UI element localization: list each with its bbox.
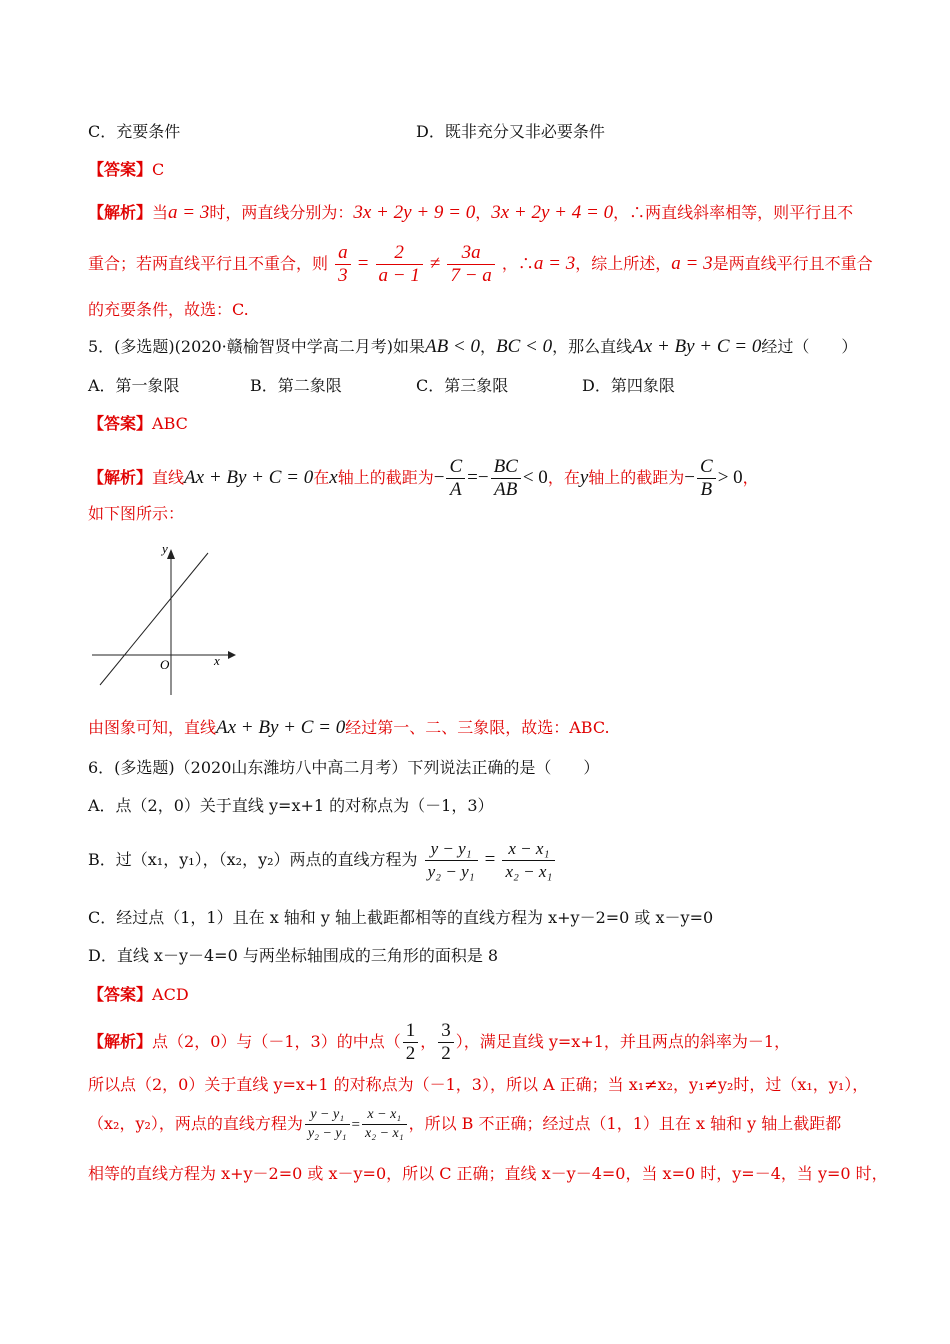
text: 轴上的截距为 [588, 468, 685, 487]
q5-analysis-line2: 如下图所示： [88, 504, 185, 523]
math-line-general: Ax + By + C = 0 [632, 336, 762, 357]
not-equal: ≠ [429, 253, 441, 274]
math-line2: 3x + 2y + 4 = 0 [491, 202, 614, 223]
analysis-tag: 【解析】 [88, 1032, 153, 1051]
q6-analysis-line2: 所以点（2，0）关于直线 y=x+1 的对称点为（－1，3），所以 A 正确；当 x₁≠x₂，y₁≠y₂时，过（x₁，y₁）， [88, 1075, 869, 1094]
y-label: y [162, 545, 168, 556]
q5-answer [88, 412, 188, 436]
q4-option-c: C．充要条件 [88, 122, 181, 141]
q6-option-b [88, 838, 557, 883]
q6-answer [88, 983, 189, 1007]
q5-analysis-line1 [88, 456, 759, 501]
math-a-eq-3: a = 3 [671, 253, 713, 274]
q5-option-c: C．第三象限 [416, 376, 509, 395]
text: 经过第一、二、三象限，故选：ABC. [345, 718, 610, 737]
math-a-eq-3: a = 3 [533, 253, 576, 274]
answer-tag: 【答案】 [88, 414, 153, 433]
fraction-bc-ab: $\frac{BC}{AB}$ [491, 456, 521, 501]
text: ，∴ [501, 254, 534, 273]
line-graph [88, 545, 238, 705]
text: ，综上所述， [575, 254, 672, 273]
q5-option-a: A．第一象限 [88, 376, 180, 395]
fraction-1-2: $\frac{1}{2}$ [403, 1020, 419, 1065]
q5-stem [88, 335, 857, 359]
q6-option-d: D．直线 x－y－4=0 与两坐标轴围成的三角形的面积是 8 [88, 946, 499, 965]
math-y: y [579, 467, 589, 488]
answer-value: C [152, 160, 165, 179]
q4-analysis-line3: 的充要条件，故选：C. [88, 300, 249, 319]
text: ，那么直线 [552, 337, 633, 356]
text: 是两直线平行且不重合 [712, 254, 873, 273]
math-ab-lt-0: AB < 0 [424, 336, 481, 357]
less-than-zero: < 0 [522, 467, 548, 488]
q4-answer [88, 158, 164, 182]
text: 5．(多选题)(2020·赣榆智贤中学高二月考)如果 [88, 337, 425, 356]
text: 经过（ ） [761, 337, 858, 356]
equals: = [357, 253, 369, 274]
minus: − [433, 467, 445, 488]
fraction-3-2: $\frac{3}{2}$ [438, 1020, 454, 1065]
text: 时，两直线分别为： [209, 203, 354, 222]
x-axis-arrow [228, 651, 236, 659]
fraction-c-b: $\frac{C}{B}$ [697, 456, 716, 501]
q5-conclusion [88, 716, 610, 740]
text: 当 [152, 203, 169, 222]
minus: − [684, 467, 695, 488]
math-line-general: Ax + By + C = 0 [216, 717, 346, 738]
text: 直线 [152, 468, 185, 487]
equals: = [484, 849, 496, 870]
math-x: x [329, 467, 338, 488]
answer-tag: 【答案】 [88, 160, 153, 179]
text: 点（2，0）与（－1，3）的中点（ [152, 1032, 401, 1051]
fraction-2-a-1: $\frac{2}{a - 1}$ [376, 242, 423, 287]
text: ， [480, 337, 497, 356]
answer-value: ABC [152, 414, 188, 433]
text: ， [475, 203, 492, 222]
fraction-3a-7-a: $\frac{3a}{7 - a}$ [447, 242, 494, 287]
fraction-x-small: $\frac{\text{x − x₁}}{\text{x₂ − x₁}}$ [362, 1106, 407, 1143]
text: 由图象可知，直线 [88, 718, 217, 737]
q4-analysis-line1 [88, 201, 853, 225]
analysis-tag: 【解析】 [88, 203, 153, 222]
analysis-tag: 【解析】 [88, 468, 153, 487]
equals: = [351, 1117, 360, 1133]
text: 在 [313, 468, 330, 487]
math-bc-lt-0: BC < 0 [496, 336, 553, 357]
text: ，所以 B 不正确；经过点（1，1）且在 x 轴和 y 轴上截距都 [408, 1114, 842, 1133]
text: ， [742, 468, 759, 487]
graph-line [100, 553, 208, 685]
origin-label: O [160, 657, 170, 672]
q4-option-d: D．既非充分又非必要条件 [416, 122, 605, 141]
answer-value: ACD [152, 985, 189, 1004]
q6-analysis-line4: 相等的直线方程为 x+y－2=0 或 x－y=0，所以 C 正确；直线 x－y－4=0，当 x=0 时，y=－4，当 y=0 时， [88, 1164, 888, 1183]
text: 重合；若两直线平行且不重合，则 [88, 254, 329, 273]
fraction-c-a: $\frac{C}{A}$ [446, 456, 465, 501]
text: ），满足直线 y=x+1，并且两点的斜率为－1， [455, 1032, 791, 1051]
q5-option-b: B．第二象限 [250, 376, 342, 395]
greater-than-zero: > 0 [717, 467, 743, 488]
text: ，∴两直线斜率相等，则平行且不 [613, 203, 854, 222]
text: 轴上的截距为 [337, 468, 434, 487]
text: B．过（x₁，y₁），（x₂，y₂）两点的直线方程为 [88, 850, 418, 869]
fraction-x: $\frac{\text{x − x₁}}{\text{x₂ − x₁}}$ [502, 838, 555, 883]
math-line-general: Ax + By + C = 0 [184, 467, 314, 488]
text: ，在 [547, 468, 580, 487]
x-label: x [214, 653, 220, 668]
text: （x₂，y₂），两点的直线方程为 [88, 1114, 303, 1133]
q4-analysis-line2 [88, 242, 873, 287]
q5-option-d: D．第四象限 [582, 376, 675, 395]
math-line1: 3x + 2y + 9 = 0 [353, 202, 476, 223]
equals: = [467, 467, 478, 488]
q6-stem: 6．(多选题)（2020山东潍坊八中高二月考）下列说法正确的是（ ） [88, 758, 600, 777]
q6-option-a: A．点（2，0）关于直线 y=x+1 的对称点为（－1，3） [88, 796, 494, 815]
minus: − [477, 467, 489, 488]
q6-analysis-line3 [88, 1106, 841, 1143]
answer-tag: 【答案】 [88, 985, 153, 1004]
fraction-y: $\frac{\text{y − y₁}}{\text{y₂ − y₁}}$ [425, 838, 478, 883]
q6-option-c: C．经过点（1，1）且在 x 轴和 y 轴上截距都相等的直线方程为 x+y－2=0 或 x－y=0 [88, 908, 714, 927]
fraction-y-small: $\frac{\text{y − y₁}}{\text{y₂ − y₁}}$ [305, 1106, 350, 1143]
q6-analysis-line1 [88, 1020, 790, 1065]
y-axis-arrow [167, 549, 175, 559]
text: ， [420, 1032, 437, 1051]
math-a-eq-3: a = 3 [168, 202, 210, 223]
fraction-a-3: $\frac{a}{3}$ [335, 242, 351, 287]
